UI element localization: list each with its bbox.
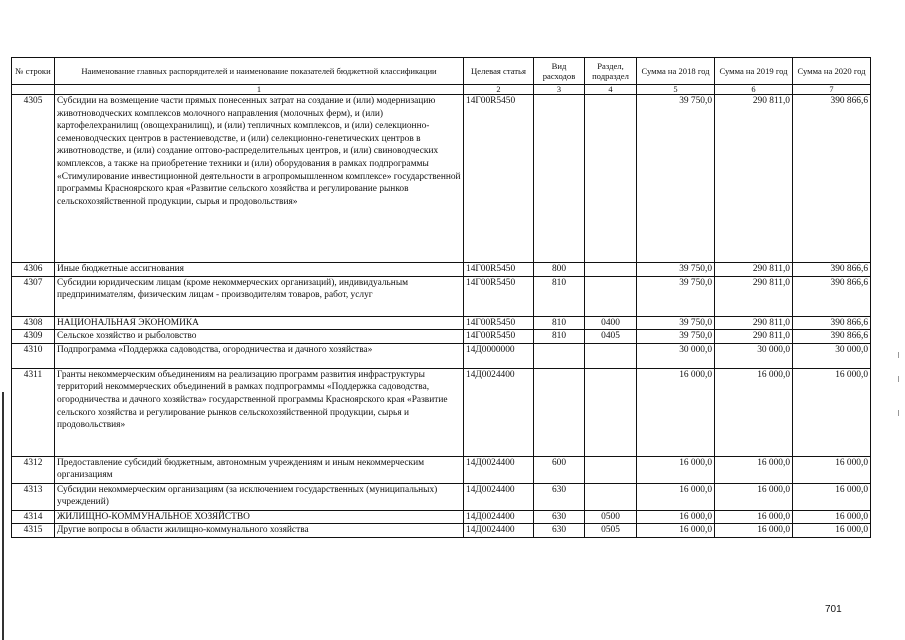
row-sum-2018: 39 750,0 [637,330,715,344]
row-sum-2020: 16 000,0 [793,524,871,538]
row-name: Подпрограмма «Поддержка садоводства, огородничества и дачного хозяйства» [55,343,464,368]
row-expense-type: 630 [534,510,585,524]
header-sum-2019: Сумма на 2019 год [715,58,793,85]
row-section [585,456,637,483]
column-number: 2 [464,85,534,95]
row-target-item: 14Г00R5450 [464,263,534,277]
row-sum-2018: 39 750,0 [637,316,715,330]
edge-mark [898,376,899,382]
row-section [585,483,637,510]
row-target-item: 14Г00R5450 [464,316,534,330]
row-sum-2018: 30 000,0 [637,343,715,368]
row-name: Субсидии на возмещение части прямых понесенных затрат на создание и (или) модернизацию животноводческих комплексов молочного направления (молочных ферм), и (или) картофелехранилищ (овощехранилищ), и (или) тепличных комплексов, и (или) селекционно-семеноводческих центров в растениеводстве, и (или) селекционно-генетических центров в животноводстве, и (или) создание оптово-распределительных центров, и (или) свиноводческих комплексов, а также на приобретение техники и (или) оборудования в рамках подпрограммы «Стимулирование инвестиционной деятельности в агропромышленном комплексе» государственной программы Красноярского края «Развитие сельского хозяйства и регулирование рынков сельскохозяйственной продукции, сырья и продовольствия» [55,95,464,263]
row-number: 4309 [12,330,55,344]
row-sum-2020: 16 000,0 [793,483,871,510]
table-row [12,330,871,344]
row-sum-2018: 16 000,0 [637,483,715,510]
table-row [12,524,871,538]
column-number [12,85,55,95]
row-sum-2019: 16 000,0 [715,524,793,538]
binder-edge-line [2,392,4,640]
row-target-item: 14Д0024400 [464,368,534,456]
row-target-item: 14Д0000000 [464,343,534,368]
table-row [12,343,871,368]
header-target-item: Целевая статья [464,58,534,85]
row-expense-type: 630 [534,524,585,538]
header-expense-type: Вид расходов [534,58,585,85]
row-expense-type [534,368,585,456]
row-section [585,263,637,277]
column-number: 6 [715,85,793,95]
row-sum-2019: 290 811,0 [715,95,793,263]
row-sum-2020: 390 866,6 [793,263,871,277]
row-sum-2020: 30 000,0 [793,343,871,368]
row-expense-type: 810 [534,276,585,316]
edge-mark [898,410,899,416]
row-expense-type: 810 [534,316,585,330]
row-name: Гранты некоммерческим объединениям на реализацию программ развития инфраструктуры территорий некоммерческих объединений в рамках подпрограммы «Поддержка садоводства, огородничества и дачного хозяйства» государственной программы Красноярского края «Развитие сельского хозяйства и регулирование рынков сельскохозяйственной продукции, сырья и продовольствия» [55,368,464,456]
page-number: 701 [825,604,842,615]
row-name: Иные бюджетные ассигнования [55,263,464,277]
row-section: 0400 [585,316,637,330]
column-number-row [12,85,871,95]
row-section: 0500 [585,510,637,524]
budget-table [11,57,871,538]
column-number: 3 [534,85,585,95]
edge-mark [898,352,899,358]
row-number: 4305 [12,95,55,263]
row-sum-2019: 16 000,0 [715,456,793,483]
row-sum-2020: 16 000,0 [793,510,871,524]
column-number: 7 [793,85,871,95]
row-sum-2019: 16 000,0 [715,510,793,524]
row-expense-type [534,343,585,368]
row-sum-2019: 30 000,0 [715,343,793,368]
row-sum-2020: 390 866,6 [793,316,871,330]
row-sum-2020: 390 866,6 [793,95,871,263]
row-name: Другие вопросы в области жилищно-коммунального хозяйства [55,524,464,538]
row-target-item: 14Д0024400 [464,483,534,510]
row-sum-2018: 39 750,0 [637,95,715,263]
row-sum-2018: 16 000,0 [637,510,715,524]
column-number: 5 [637,85,715,95]
row-section [585,343,637,368]
row-name: НАЦИОНАЛЬНАЯ ЭКОНОМИКА [55,316,464,330]
row-number: 4311 [12,368,55,456]
row-target-item: 14Д0024400 [464,510,534,524]
row-name: Предоставление субсидий бюджетным, автономным учреждениям и иным некоммерческим организациям [55,456,464,483]
row-expense-type: 810 [534,330,585,344]
row-sum-2018: 39 750,0 [637,263,715,277]
row-section [585,95,637,263]
row-name: Сельское хозяйство и рыболовство [55,330,464,344]
row-sum-2019: 290 811,0 [715,263,793,277]
row-target-item: 14Д0024400 [464,456,534,483]
row-sum-2020: 390 866,6 [793,330,871,344]
table-row [12,95,871,263]
row-number: 4315 [12,524,55,538]
row-number: 4308 [12,316,55,330]
row-sum-2019: 16 000,0 [715,483,793,510]
row-number: 4307 [12,276,55,316]
row-section [585,368,637,456]
header-name: Наименование главных распорядителей и наименование показателей бюджетной классификации [55,58,464,85]
row-number: 4314 [12,510,55,524]
row-section: 0405 [585,330,637,344]
row-target-item: 14Г00R5450 [464,330,534,344]
table-row [12,263,871,277]
row-number: 4310 [12,343,55,368]
row-sum-2018: 16 000,0 [637,456,715,483]
row-number: 4312 [12,456,55,483]
row-name: Субсидии юридическим лицам (кроме некоммерческих организаций), индивидуальным предпринимателям, физическим лицам - производителям товаров, работ, услуг [55,276,464,316]
row-sum-2018: 39 750,0 [637,276,715,316]
column-number: 1 [55,85,464,95]
row-section: 0505 [585,524,637,538]
row-number: 4306 [12,263,55,277]
row-sum-2019: 290 811,0 [715,330,793,344]
table-row [12,368,871,456]
row-sum-2019: 290 811,0 [715,316,793,330]
row-name: Субсидии некоммерческим организациям (за исключением государственных (муниципальных) учреждений) [55,483,464,510]
row-sum-2020: 390 866,6 [793,276,871,316]
row-sum-2019: 16 000,0 [715,368,793,456]
row-expense-type: 800 [534,263,585,277]
header-row-no: № строки [12,58,55,85]
row-sum-2018: 16 000,0 [637,368,715,456]
header-row [12,58,871,85]
row-target-item: 14Д0024400 [464,524,534,538]
column-number: 4 [585,85,637,95]
row-name: ЖИЛИЩНО-КОММУНАЛЬНОЕ ХОЗЯЙСТВО [55,510,464,524]
table-row [12,316,871,330]
table-row [12,456,871,483]
row-sum-2019: 290 811,0 [715,276,793,316]
row-target-item: 14Г00R5450 [464,95,534,263]
row-sum-2020: 16 000,0 [793,368,871,456]
header-section: Раздел, подраздел [585,58,637,85]
row-expense-type: 630 [534,483,585,510]
header-sum-2020: Сумма на 2020 год [793,58,871,85]
row-sum-2018: 16 000,0 [637,524,715,538]
row-number: 4313 [12,483,55,510]
row-section [585,276,637,316]
row-target-item: 14Г00R5450 [464,276,534,316]
table-row [12,510,871,524]
row-sum-2020: 16 000,0 [793,456,871,483]
row-expense-type: 600 [534,456,585,483]
row-expense-type [534,95,585,263]
header-sum-2018: Сумма на 2018 год [637,58,715,85]
table-row [12,276,871,316]
table-row [12,483,871,510]
